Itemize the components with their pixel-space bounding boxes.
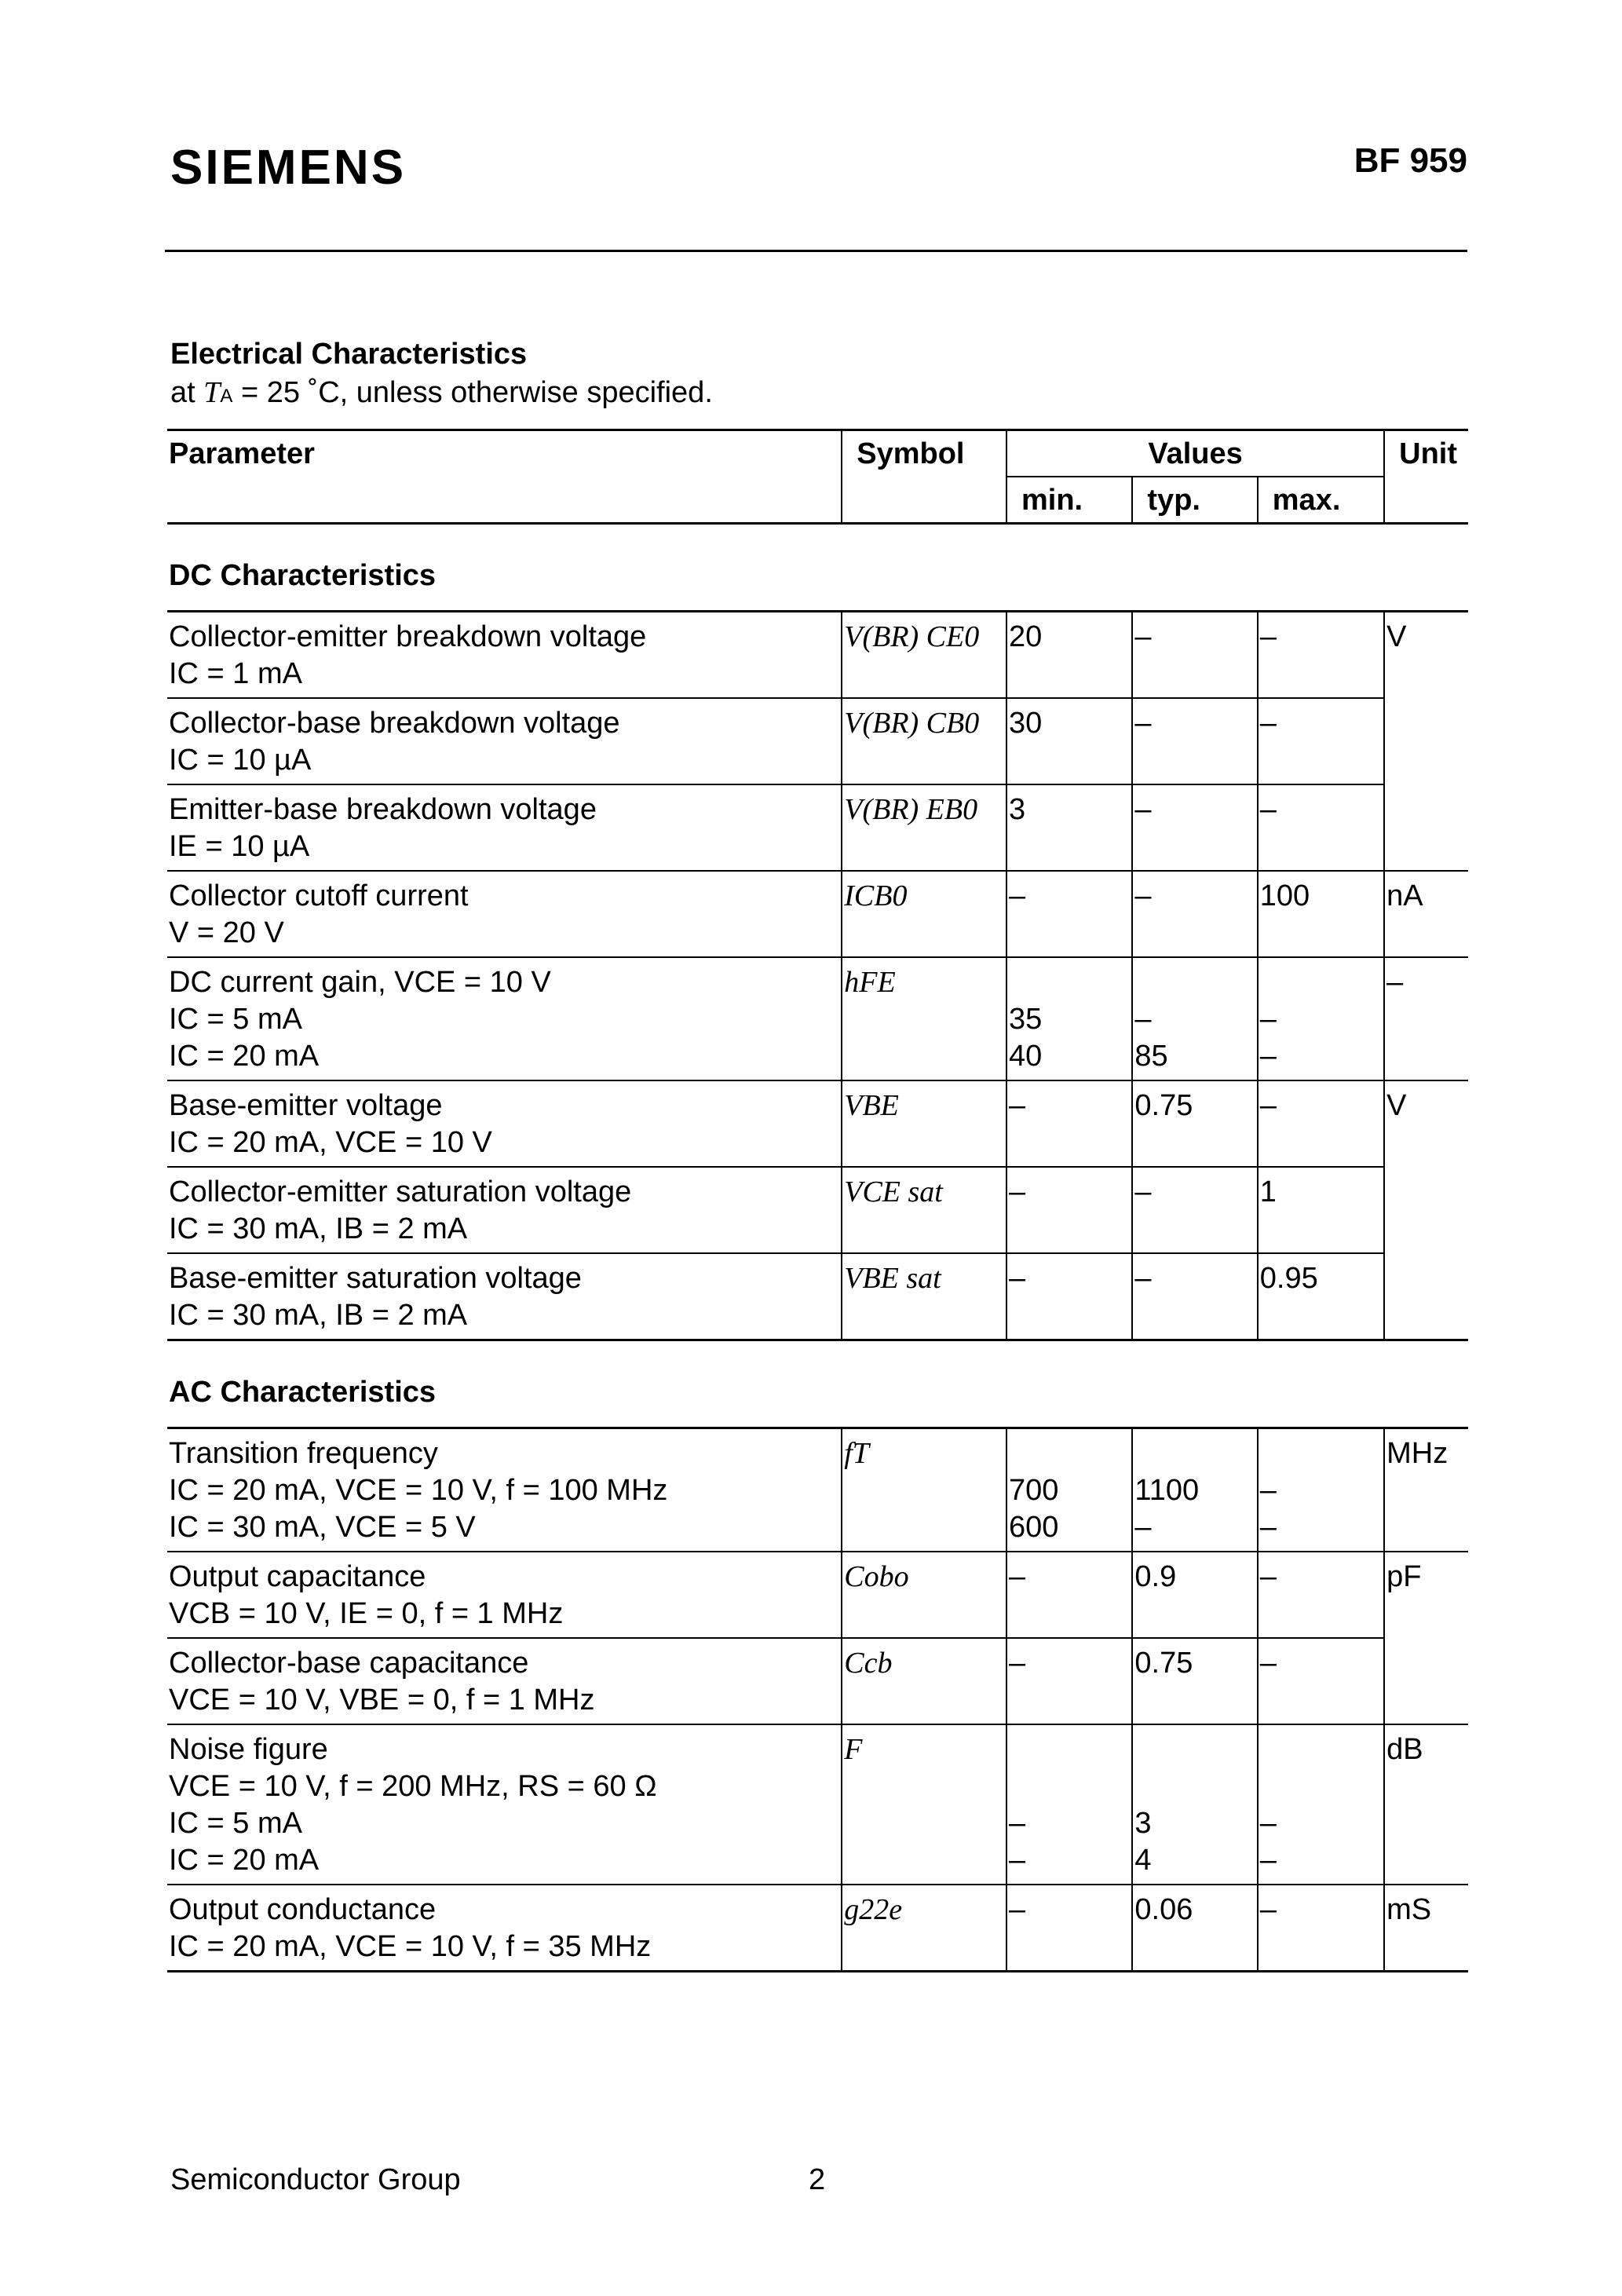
param-name: Collector-emitter breakdown voltage [169, 620, 647, 653]
table-row [167, 957, 1468, 1080]
value-typ: 3 [1134, 1807, 1152, 1840]
footer-label: Semiconductor Group [170, 2163, 461, 2196]
unit [1386, 1644, 1457, 1681]
param-condition: IC = 20 mA [169, 1040, 320, 1073]
param-name: Output capacitance [169, 1560, 426, 1593]
param-name: Collector-base capacitance [169, 1647, 529, 1680]
value-max: 1 [1259, 1175, 1277, 1208]
header-parameter: Parameter [167, 430, 842, 524]
symbol: fT [844, 1437, 869, 1470]
value-max: – [1259, 1474, 1277, 1507]
value-max: – [1259, 1003, 1277, 1036]
value-min: – [1008, 1844, 1026, 1877]
param-name: DC current gain, VCE = 10 V [169, 966, 551, 999]
value-typ: – [1134, 793, 1152, 826]
table-row [167, 1167, 1468, 1253]
value-max: – [1259, 1560, 1277, 1593]
value-max: – [1259, 1647, 1277, 1680]
param-name: Base-emitter saturation voltage [169, 1262, 582, 1295]
value-min: – [1008, 1089, 1026, 1122]
table-row [167, 1885, 1468, 1972]
value-min: 600 [1008, 1511, 1059, 1544]
symbol: Ccb [844, 1647, 893, 1680]
table-row [167, 784, 1468, 871]
table-row [167, 1638, 1468, 1724]
dc-section-row [167, 524, 1468, 612]
value-min: 20 [1008, 620, 1043, 653]
value-max: – [1259, 1844, 1277, 1877]
value-min: – [1008, 1262, 1026, 1295]
header-values: Values [1006, 430, 1384, 477]
value-typ: – [1134, 1003, 1152, 1036]
siemens-logo: SIEMENS [170, 141, 407, 195]
unit [1386, 1260, 1457, 1296]
header-max: max. [1258, 477, 1384, 524]
value-typ: – [1134, 620, 1152, 653]
value-typ: 0.75 [1134, 1647, 1193, 1680]
unit [1386, 791, 1457, 828]
param-condition: IC = 30 mA, VCE = 5 V [169, 1511, 476, 1544]
unit [1386, 1173, 1457, 1210]
ac-section-title: AC Characteristics [169, 1376, 437, 1409]
value-typ: – [1134, 1511, 1152, 1544]
value-min: 700 [1008, 1474, 1059, 1507]
param-name: Noise figure [169, 1733, 328, 1766]
value-min: 3 [1008, 793, 1026, 826]
value-max: – [1259, 1511, 1277, 1544]
value-typ: 4 [1134, 1844, 1152, 1877]
value-max: 100 [1259, 879, 1310, 912]
unit: V [1386, 1089, 1407, 1122]
symbol: ICB0 [844, 879, 908, 912]
value-min: – [1008, 1893, 1026, 1926]
header-divider [165, 250, 1467, 252]
table-row [167, 1080, 1468, 1167]
param-name: Base-emitter voltage [169, 1089, 443, 1122]
value-max: – [1259, 1807, 1277, 1840]
unit: V [1386, 620, 1407, 653]
value-min: – [1008, 1647, 1026, 1680]
value-max: – [1259, 620, 1277, 653]
ac-section-row [167, 1340, 1468, 1428]
electrical-characteristics-table [167, 429, 1468, 1972]
value-typ: – [1134, 707, 1152, 740]
symbol: F [844, 1733, 863, 1766]
unit [1386, 704, 1457, 741]
value-max: – [1259, 707, 1277, 740]
param-condition: IE = 10 µA [169, 830, 310, 863]
header-symbol: Symbol [842, 430, 1006, 524]
symbol: V(BR) EB0 [844, 793, 978, 826]
param-name: Emitter-base breakdown voltage [169, 793, 597, 826]
dc-section-title: DC Characteristics [167, 524, 1468, 612]
section-title: Electrical Characteristics [170, 338, 528, 371]
param-condition: VCB = 10 V, IE = 0, f = 1 MHz [169, 1597, 564, 1630]
param-condition: IC = 5 mA [169, 1807, 302, 1840]
symbol: V(BR) CB0 [844, 707, 980, 740]
param-condition: IC = 1 mA [169, 657, 302, 690]
unit: nA [1386, 879, 1423, 912]
value-typ: – [1134, 879, 1152, 912]
value-typ: 1100 [1134, 1474, 1200, 1507]
param-condition: IC = 20 mA, VCE = 10 V, f = 35 MHz [169, 1930, 652, 1963]
table-row [167, 1724, 1468, 1885]
value-max: – [1259, 793, 1277, 826]
param-name: Collector-base breakdown voltage [169, 707, 620, 740]
unit: dB [1386, 1733, 1423, 1766]
value-typ: – [1134, 1175, 1152, 1208]
header-min: min. [1006, 477, 1132, 524]
page-number: 2 [809, 2163, 826, 2196]
param-condition: IC = 10 µA [169, 744, 312, 777]
param-name: Transition frequency [169, 1437, 438, 1470]
param-condition: VCE = 10 V, VBE = 0, f = 1 MHz [169, 1684, 595, 1717]
param-condition: IC = 20 mA, VCE = 10 V [169, 1126, 492, 1159]
header-typ: typ. [1132, 477, 1257, 524]
table-row [167, 1253, 1468, 1340]
value-typ: 85 [1134, 1040, 1168, 1073]
value-min: 40 [1008, 1040, 1043, 1073]
header-unit: Unit [1384, 430, 1468, 524]
param-condition: VCE = 10 V, f = 200 MHz, RS = 60 Ω [169, 1770, 657, 1803]
value-max: – [1259, 1893, 1277, 1926]
value-min: – [1008, 1807, 1026, 1840]
value-typ: 0.9 [1134, 1560, 1177, 1593]
param-condition: IC = 30 mA, IB = 2 mA [169, 1299, 468, 1332]
param-name: Output conductance [169, 1893, 437, 1926]
table-row [167, 612, 1468, 699]
value-typ: 0.75 [1134, 1089, 1193, 1122]
symbol: g22e [844, 1893, 903, 1926]
param-name: Collector-emitter saturation voltage [169, 1175, 632, 1208]
symbol: Cobo [844, 1560, 909, 1593]
value-min: – [1008, 879, 1026, 912]
unit: pF [1386, 1560, 1422, 1593]
table-row [167, 871, 1468, 957]
symbol: V(BR) CE0 [844, 620, 980, 653]
value-max: 0.95 [1259, 1262, 1318, 1295]
symbol: VBE [844, 1089, 899, 1122]
part-number: BF 959 [1353, 141, 1467, 180]
unit: mS [1386, 1893, 1432, 1926]
table-row [167, 1428, 1468, 1552]
symbol: hFE [844, 966, 896, 999]
symbol: VBE sat [844, 1262, 941, 1295]
value-min: – [1008, 1175, 1026, 1208]
param-condition: IC = 20 mA, VCE = 10 V, f = 100 MHz [169, 1474, 668, 1507]
value-max: – [1259, 1040, 1277, 1073]
section-subtitle: at TA = 25 ˚C, unless otherwise specified. [170, 376, 713, 409]
unit: MHz [1386, 1437, 1448, 1470]
param-condition: IC = 20 mA [169, 1844, 320, 1877]
param-condition: IC = 5 mA [169, 1003, 302, 1036]
symbol: VCE sat [844, 1175, 943, 1208]
table-row [167, 698, 1468, 784]
value-max: – [1259, 1089, 1277, 1122]
value-typ: – [1134, 1262, 1152, 1295]
value-min: 35 [1008, 1003, 1043, 1036]
param-condition: IC = 30 mA, IB = 2 mA [169, 1212, 468, 1245]
unit: – [1386, 966, 1404, 999]
value-typ: 0.06 [1134, 1893, 1193, 1926]
param-name: Collector cutoff current [169, 879, 469, 912]
value-min: 30 [1008, 707, 1043, 740]
table-row [167, 1552, 1468, 1638]
param-condition: V = 20 V [169, 916, 284, 949]
value-min: – [1008, 1560, 1026, 1593]
table-header-row [167, 430, 1468, 477]
